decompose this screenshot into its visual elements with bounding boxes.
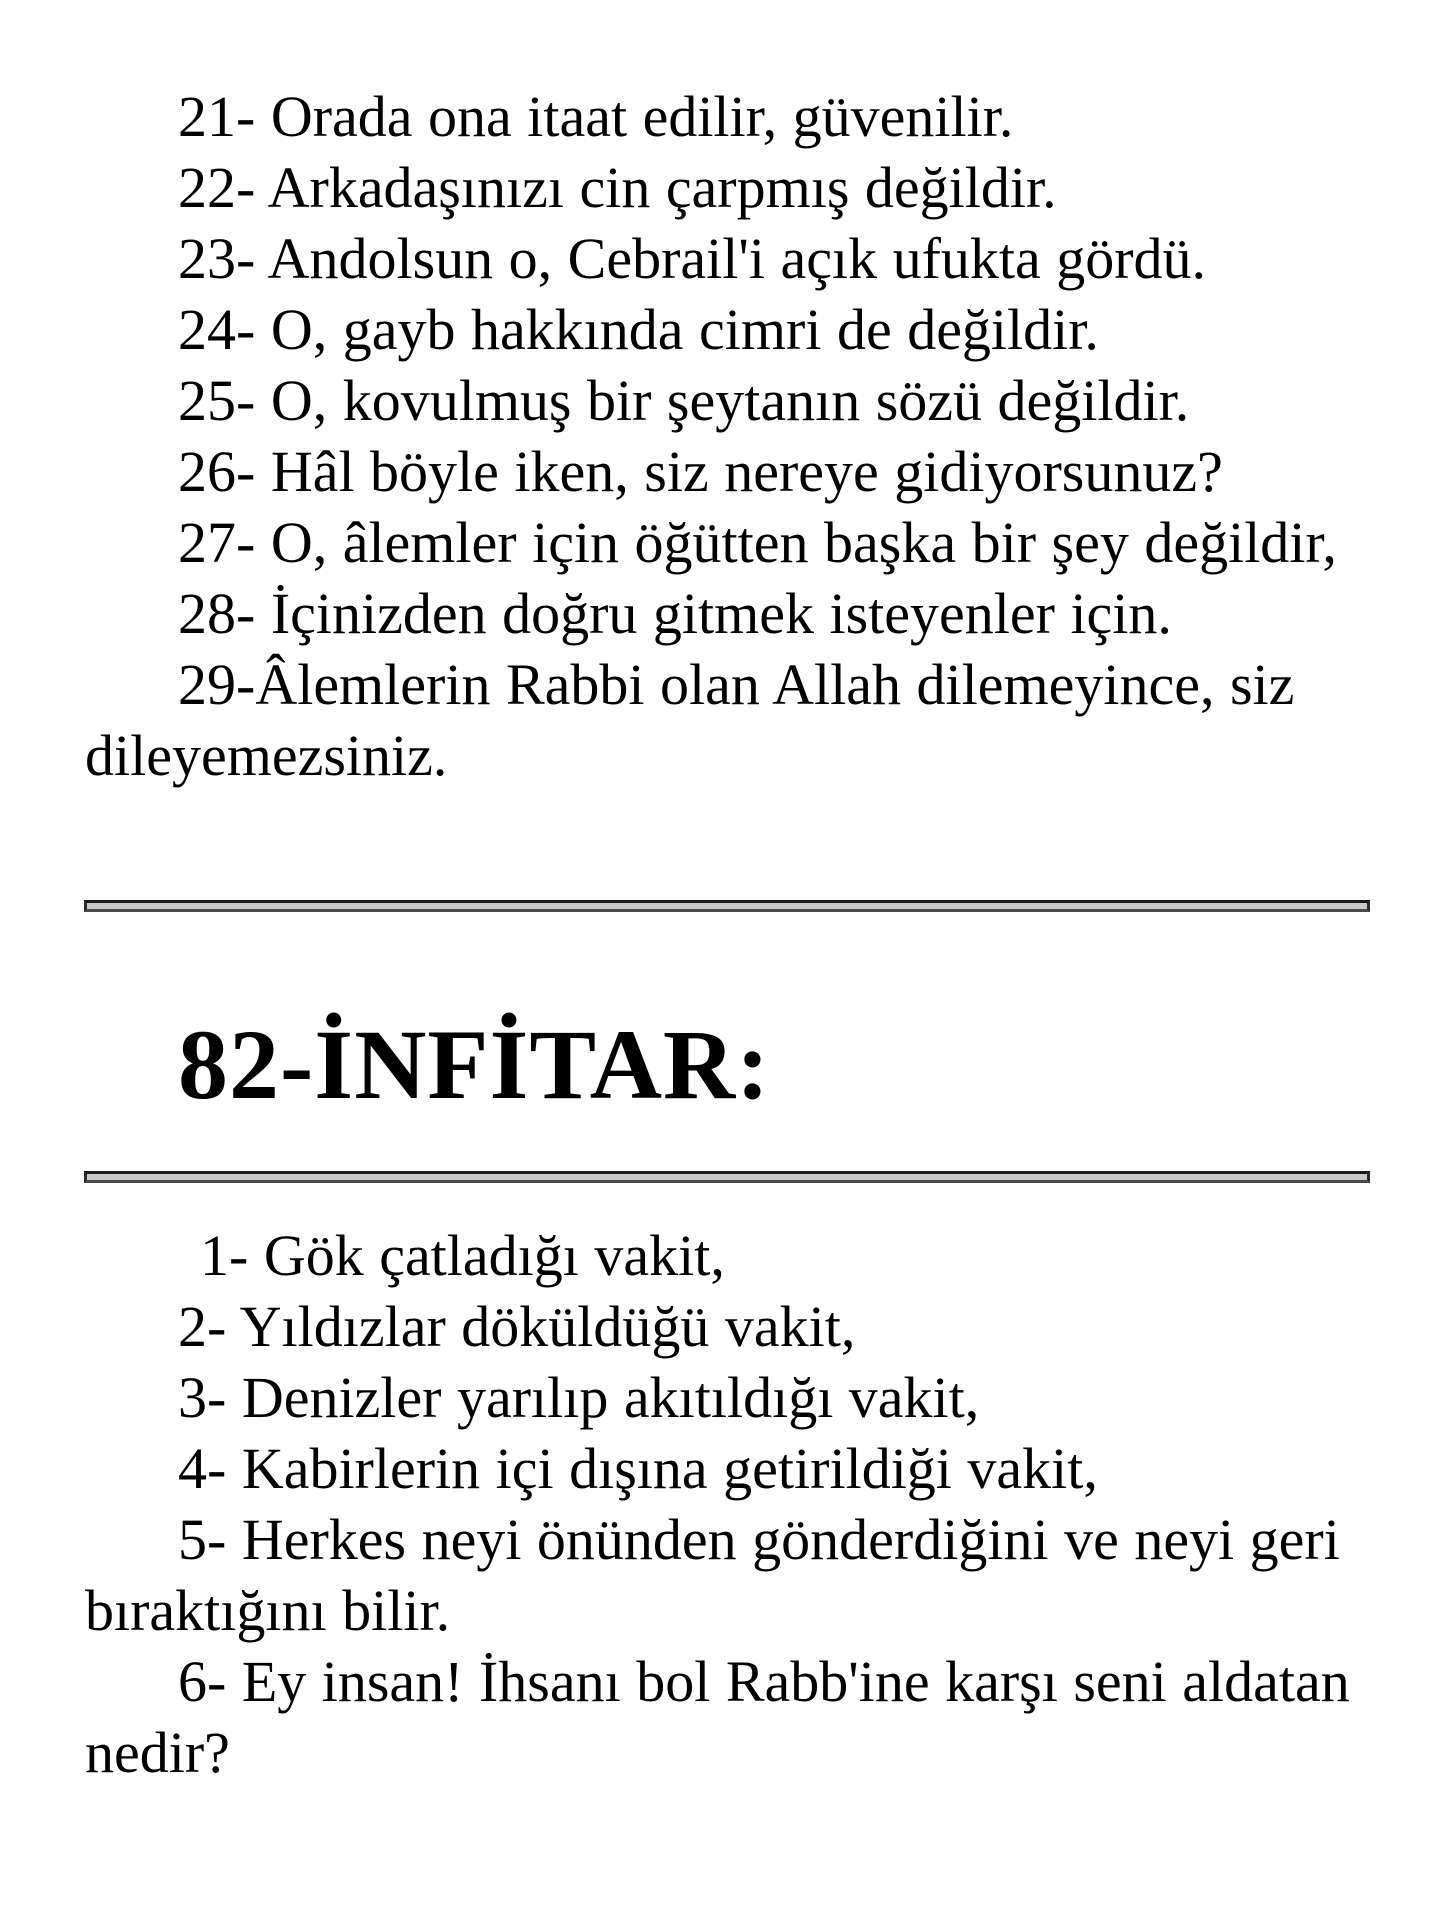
verse-2: 2- Yıldızlar döküldüğü vakit, (178, 1294, 856, 1359)
verse-26: 26- Hâl böyle iken, siz nereye gidiyorsunuz? (178, 439, 1223, 504)
verse-4: 4- Kabirlerin içi dışına getirildiği vakit, (178, 1436, 1098, 1501)
section-divider-top (84, 900, 1370, 912)
verse-list-infitar (85, 1220, 1375, 1788)
verse-22: 22- Arkadaşınızı cin çarpmış değildir. (178, 155, 1057, 220)
verse-1: 1- Gök çatladığı vakit, (200, 1223, 725, 1288)
verse-28: 28- İçinizden doğru gitmek isteyenler için. (178, 581, 1172, 646)
verse-list-previous-sura (85, 81, 1375, 791)
sura-title: 82-İNFİTAR: (178, 1009, 771, 1120)
verse-3: 3- Denizler yarılıp akıtıldığı vakit, (178, 1365, 980, 1430)
verse-21: 21- Orada ona itaat edilir, güvenilir. (178, 84, 1014, 149)
verse-29: 29-Âlemlerin Rabbi olan Allah dilemeyince, siz dileyemezsiniz. (85, 652, 1295, 788)
section-divider-bottom (84, 1171, 1370, 1183)
verse-6: 6- Ey insan! İhsanı bol Rabb'ine karşı seni aldatan nedir? (85, 1649, 1350, 1785)
verse-25: 25- O, kovulmuş bir şeytanın sözü değildir. (178, 368, 1190, 433)
verse-24: 24- O, gayb hakkında cimri de değildir. (178, 297, 1099, 362)
verse-27: 27- O, âlemler için öğütten başka bir şey değildir, (178, 510, 1337, 575)
verse-5: 5- Herkes neyi önünden gönderdiğini ve neyi geri bıraktığını bilir. (85, 1507, 1340, 1643)
verse-23: 23- Andolsun o, Cebrail'i açık ufukta gördü. (178, 226, 1207, 291)
